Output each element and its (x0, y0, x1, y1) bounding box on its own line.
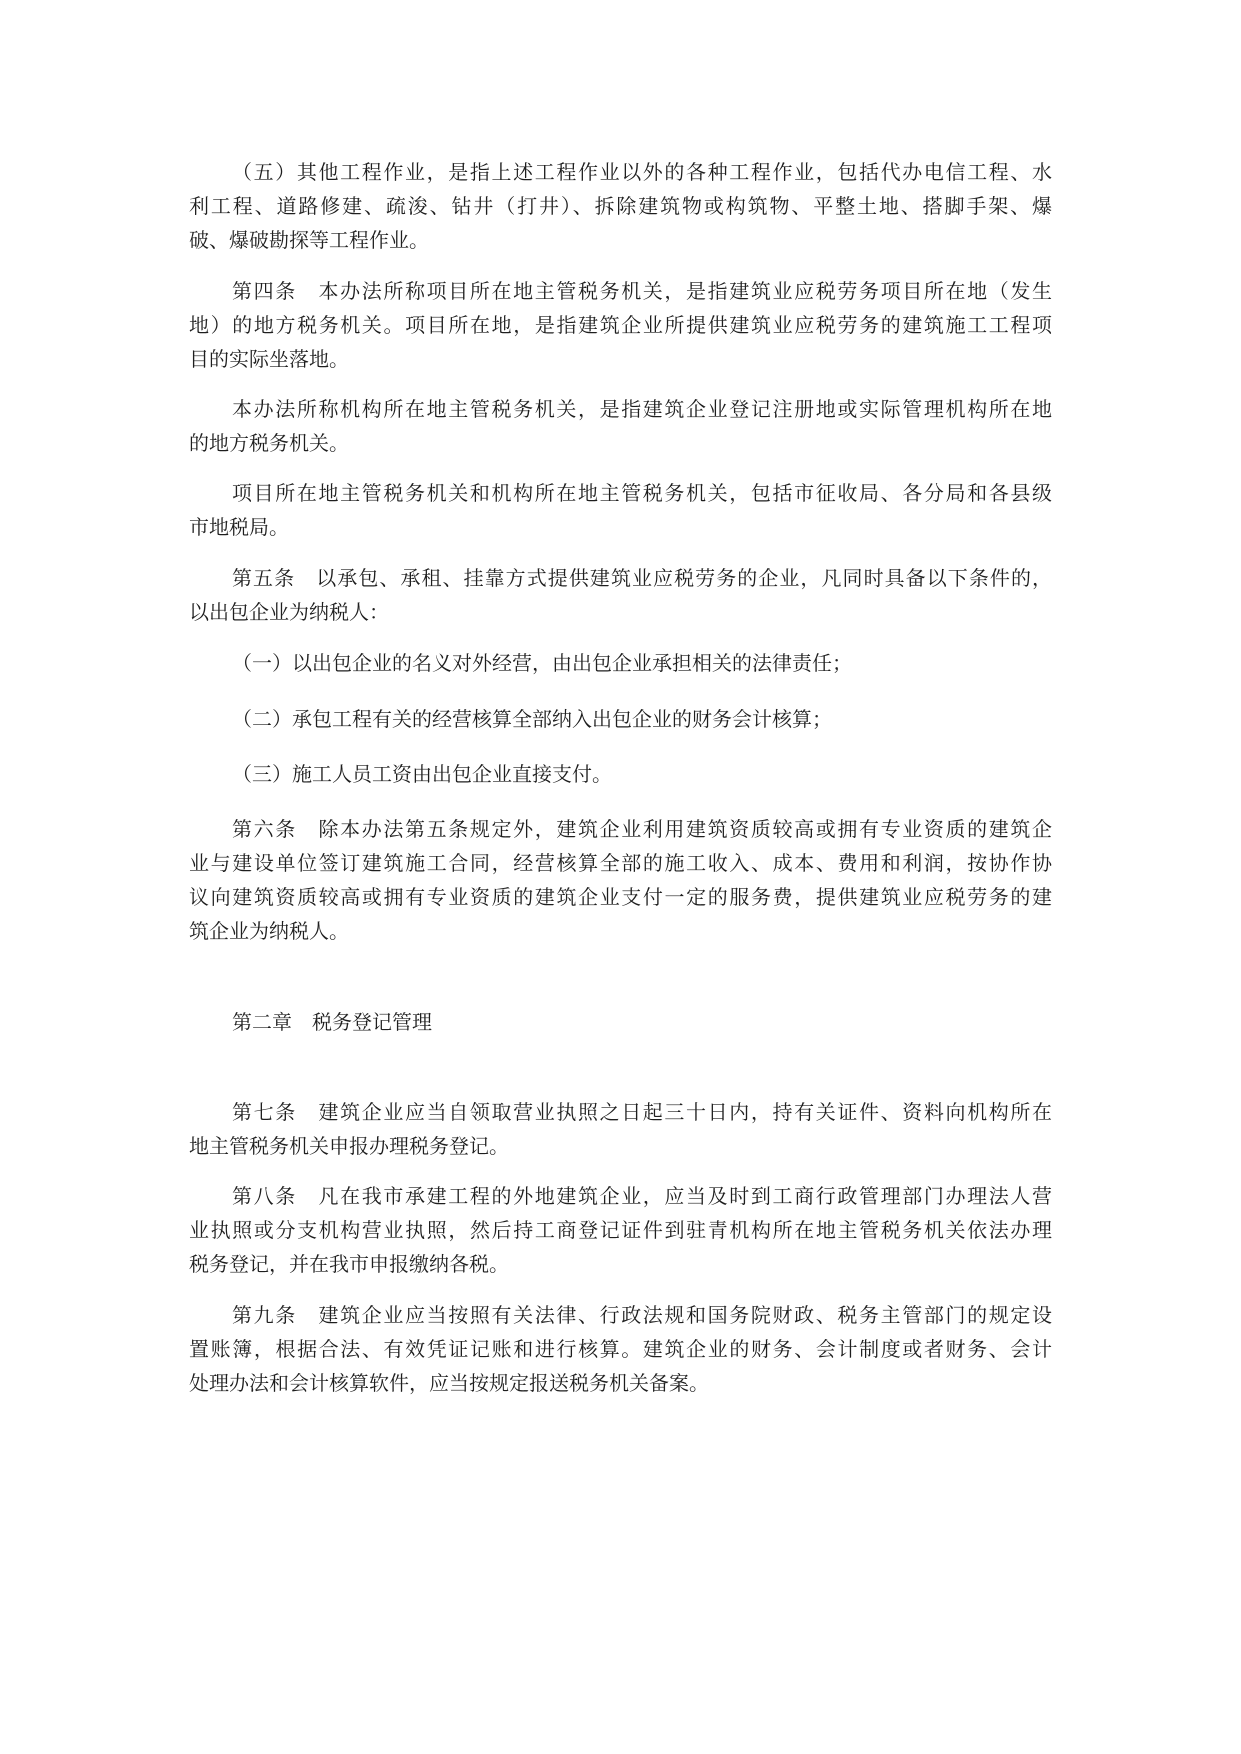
paragraph-tax-authorities (189, 476, 1052, 544)
paragraph-institution-location (189, 392, 1052, 460)
text-line: 以出包企业为纳税人： (189, 600, 389, 624)
paragraph-article-5 (189, 561, 1052, 629)
text-line: 的地方税务机关。 (189, 431, 349, 455)
paragraph-article-7 (189, 1095, 1052, 1163)
chapter-heading (189, 1005, 1052, 1039)
text-line: 第四条 本办法所称项目所在地主管税务机关，是指建筑业应税劳务项目所在地（发生 (232, 279, 1052, 303)
text-line: 置账簿，根据合法、有效凭证记账和进行核算。建筑企业的财务、会计制度或者财务、会计 (189, 1337, 1052, 1361)
text-line: 目的实际坐落地。 (189, 347, 349, 371)
text-line: 筑企业为纳税人。 (189, 919, 349, 943)
text-line: 第六条 除本办法第五条规定外，建筑企业利用建筑资质较高或拥有专业资质的建筑企 (232, 817, 1052, 841)
text-line: 本办法所称机构所在地主管税务机关，是指建筑企业登记注册地或实际管理机构所在地 (232, 397, 1052, 421)
text-line: 地主管税务机关申报办理税务登记。 (189, 1134, 509, 1158)
text-line: 市地税局。 (189, 515, 289, 539)
paragraph-condition-1 (189, 646, 1052, 680)
text-line: 第五条 以承包、承租、挂靠方式提供建筑业应税劳务的企业，凡同时具备以下条件的， (232, 566, 1052, 590)
text-line: 破、爆破勘探等工程作业。 (189, 228, 429, 252)
chapter-title: 第二章 税务登记管理 (232, 1010, 432, 1034)
text-line: 处理办法和会计核算软件，应当按规定报送税务机关备案。 (189, 1371, 709, 1395)
text-line: 第七条 建筑企业应当自领取营业执照之日起三十日内，持有关证件、资料向机构所在 (232, 1100, 1052, 1124)
text-line: （二）承包工程有关的经营核算全部纳入出包企业的财务会计核算； (232, 707, 832, 731)
text-line: 业与建设单位签订建筑施工合同，经营核算全部的施工收入、成本、费用和利润，按协作协 (189, 851, 1052, 875)
text-line: （一）以出包企业的名义对外经营，由出包企业承担相关的法律责任； (232, 651, 852, 675)
paragraph-article-6 (189, 812, 1052, 948)
paragraph-article-4 (189, 274, 1052, 376)
paragraph-article-9 (189, 1298, 1052, 1400)
text-line: 利工程、道路修建、疏浚、钻井（打井）、拆除建筑物或构筑物、平整土地、搭脚手架、爆 (189, 194, 1052, 218)
text-line: 第九条 建筑企业应当按照有关法律、行政法规和国务院财政、税务主管部门的规定设 (232, 1303, 1052, 1327)
text-line: （三）施工人员工资由出包企业直接支付。 (232, 762, 612, 786)
text-line: 项目所在地主管税务机关和机构所在地主管税务机关，包括市征收局、各分局和各县级 (232, 481, 1052, 505)
text-line: （五）其他工程作业，是指上述工程作业以外的各种工程作业，包括代办电信工程、水 (232, 160, 1052, 184)
text-line: 税务登记，并在我市申报缴纳各税。 (189, 1252, 509, 1276)
paragraph-item-5-other-works (189, 155, 1052, 257)
paragraph-condition-3 (189, 757, 1052, 791)
paragraph-article-8 (189, 1179, 1052, 1281)
text-line: 议向建筑资质较高或拥有专业资质的建筑企业支付一定的服务费，提供建筑业应税劳务的建 (189, 885, 1052, 909)
text-line: 地）的地方税务机关。项目所在地，是指建筑企业所提供建筑业应税劳务的建筑施工工程项 (189, 313, 1052, 337)
text-line: 业执照或分支机构营业执照，然后持工商登记证件到驻青机构所在地主管税务机关依法办理 (189, 1218, 1052, 1242)
text-line: 第八条 凡在我市承建工程的外地建筑企业，应当及时到工商行政管理部门办理法人营 (232, 1184, 1052, 1208)
paragraph-condition-2 (189, 702, 1052, 736)
